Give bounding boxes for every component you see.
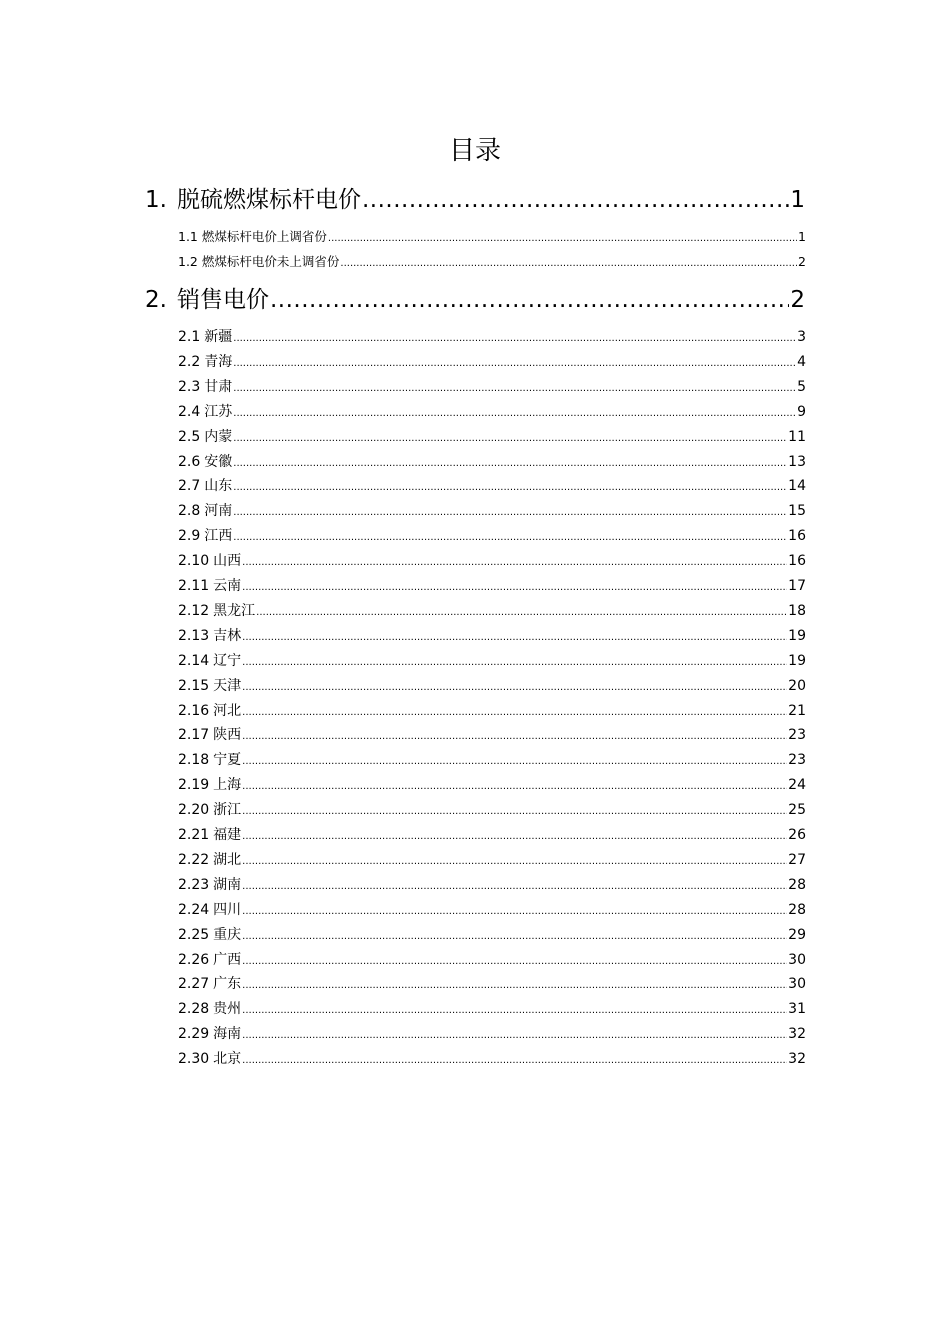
toc-entry-2-27[interactable] bbox=[178, 975, 806, 995]
toc-entry-number: 2.3 bbox=[178, 378, 201, 395]
toc-entry-page: 26 bbox=[788, 827, 806, 843]
toc-entry-number: 2.6 bbox=[178, 453, 201, 470]
toc-entry-label: 四川 bbox=[213, 901, 242, 918]
toc-entry-2-3[interactable] bbox=[178, 378, 806, 398]
toc-entry-label: 脱硫燃煤标杆电价 bbox=[176, 187, 361, 213]
toc-entry-number: 2.28 bbox=[178, 1001, 210, 1018]
toc-title: 目录 bbox=[448, 136, 501, 166]
dot-leader bbox=[242, 679, 787, 697]
toc-entry-page: 30 bbox=[788, 951, 806, 968]
toc-entry-number: 2.1 bbox=[178, 329, 201, 345]
toc-entry-number: 2.18 bbox=[178, 752, 210, 769]
dot-leader bbox=[256, 604, 787, 622]
toc-entry-2-10[interactable] bbox=[178, 552, 806, 572]
dot-leader bbox=[233, 355, 796, 373]
toc-entry-number: 2.10 bbox=[178, 553, 210, 570]
dot-leader bbox=[233, 430, 787, 448]
toc-entry-page: 25 bbox=[788, 802, 806, 819]
toc-entry-label: 青海 bbox=[204, 353, 233, 370]
toc-entry-label: 福建 bbox=[213, 827, 242, 843]
toc-entry-number: 2.23 bbox=[178, 876, 210, 893]
toc-entry-label: 湖南 bbox=[213, 876, 242, 893]
toc-entry-page: 23 bbox=[788, 752, 806, 769]
toc-entry-label: 吉林 bbox=[213, 627, 242, 644]
dot-leader bbox=[242, 928, 787, 946]
toc-entry-page: 3 bbox=[797, 329, 806, 345]
dot-leader bbox=[233, 380, 796, 398]
dot-leader bbox=[340, 255, 797, 273]
toc-entry-label: 海南 bbox=[213, 1026, 242, 1043]
toc-entry-2-24[interactable] bbox=[178, 901, 806, 921]
dot-leader bbox=[328, 230, 797, 248]
toc-entry-label: 宁夏 bbox=[213, 752, 242, 769]
toc-entry-page: 2 bbox=[798, 254, 806, 269]
toc-entry-label: 广东 bbox=[213, 976, 242, 993]
toc-entry-number: 2.16 bbox=[178, 702, 210, 719]
toc-entry-number: 2.21 bbox=[178, 827, 210, 843]
toc-entry-2-21[interactable] bbox=[178, 826, 806, 846]
dot-leader bbox=[270, 285, 789, 315]
dot-leader bbox=[233, 504, 787, 522]
toc-entry-number: 2.5 bbox=[178, 428, 201, 445]
toc-entry-2-18[interactable] bbox=[178, 751, 806, 771]
toc-entry-page: 17 bbox=[788, 578, 806, 594]
toc-entry-number: 2.15 bbox=[178, 677, 210, 694]
toc-entry-number: 2.25 bbox=[178, 926, 210, 943]
toc-entry-2-30[interactable] bbox=[178, 1050, 806, 1070]
toc-entry-label: 燃煤标杆电价未上调省份 bbox=[201, 254, 340, 269]
toc-entry-page: 19 bbox=[788, 652, 806, 669]
toc-entry-2-23[interactable] bbox=[178, 876, 806, 896]
toc-entry-label: 甘肃 bbox=[204, 378, 233, 395]
toc-entry-number: 2.29 bbox=[178, 1026, 210, 1043]
toc-entry-2-12[interactable] bbox=[178, 602, 806, 622]
toc-entry-number: 2.30 bbox=[178, 1051, 210, 1068]
dot-leader bbox=[242, 704, 787, 722]
dot-leader bbox=[242, 903, 787, 921]
toc-entry-label: 内蒙 bbox=[204, 428, 233, 445]
toc-entry-2-15[interactable] bbox=[178, 677, 806, 697]
toc-entry-label: 辽宁 bbox=[213, 652, 242, 669]
toc-entry-number: 2. bbox=[145, 287, 167, 313]
dot-leader bbox=[242, 753, 787, 771]
toc-entry-page: 20 bbox=[788, 677, 806, 694]
dot-leader bbox=[233, 405, 796, 423]
toc-entry-number: 2.22 bbox=[178, 851, 210, 868]
toc-entry-2-20[interactable] bbox=[178, 801, 806, 821]
toc-entry-2-22[interactable] bbox=[178, 851, 806, 871]
toc-entry-number: 2.11 bbox=[178, 578, 210, 594]
dot-leader bbox=[242, 1052, 787, 1070]
toc-entry-2-8[interactable] bbox=[178, 502, 806, 522]
dot-leader bbox=[233, 330, 796, 348]
toc-entry-number: 2.27 bbox=[178, 976, 210, 993]
toc-entry-2-28[interactable] bbox=[178, 1000, 806, 1020]
dot-leader bbox=[242, 953, 787, 971]
toc-entry-page: 1 bbox=[798, 229, 806, 244]
toc-entry-label: 浙江 bbox=[213, 802, 242, 819]
toc-entry-page: 9 bbox=[797, 403, 806, 420]
toc-entry-2-16[interactable] bbox=[178, 702, 806, 722]
toc-entry-2-13[interactable] bbox=[178, 627, 806, 647]
toc-entry-2[interactable] bbox=[145, 285, 805, 315]
toc-entry-label: 新疆 bbox=[204, 329, 233, 345]
dot-leader bbox=[242, 579, 787, 597]
toc-entry-number: 2.9 bbox=[178, 528, 201, 545]
toc-entry-2-19[interactable] bbox=[178, 776, 806, 796]
dot-leader bbox=[233, 479, 787, 497]
toc-entry-label: 黑龙江 bbox=[213, 602, 256, 619]
toc-entry-label: 湖北 bbox=[213, 851, 242, 868]
toc-entry-number: 2.20 bbox=[178, 802, 210, 819]
dot-leader bbox=[242, 778, 787, 796]
toc-entry-page: 5 bbox=[797, 378, 806, 395]
toc-entry-number: 1.1 bbox=[178, 229, 198, 244]
toc-entry-label: 燃煤标杆电价上调省份 bbox=[201, 229, 327, 244]
dot-leader bbox=[242, 629, 787, 647]
toc-entry-2-9[interactable] bbox=[178, 527, 806, 547]
toc-entry-number: 2.17 bbox=[178, 727, 210, 744]
toc-entry-page: 21 bbox=[788, 702, 806, 719]
toc-entry-number: 2.2 bbox=[178, 353, 201, 370]
toc-entry-2-26[interactable] bbox=[178, 951, 806, 971]
toc-entry-number: 2.7 bbox=[178, 478, 201, 495]
toc-entry-2-11[interactable] bbox=[178, 577, 806, 597]
toc-entry-page: 16 bbox=[788, 553, 806, 570]
toc-entry-label: 河北 bbox=[213, 702, 242, 719]
toc-entry-label: 山西 bbox=[213, 553, 242, 570]
toc-entry-number: 2.19 bbox=[178, 777, 210, 794]
toc-entry-page: 24 bbox=[788, 777, 806, 794]
toc-entry-2-14[interactable] bbox=[178, 652, 806, 672]
toc-entry-page: 29 bbox=[788, 926, 806, 943]
toc-entry-label: 销售电价 bbox=[176, 287, 269, 313]
dot-leader bbox=[233, 455, 787, 473]
toc-entry-1-2[interactable] bbox=[178, 253, 806, 273]
toc-entry-page: 28 bbox=[788, 876, 806, 893]
toc-entry-number: 1.2 bbox=[178, 254, 198, 269]
toc-entry-label: 广西 bbox=[213, 951, 242, 968]
toc-entry-2-6[interactable] bbox=[178, 453, 806, 473]
toc-entry-2-4[interactable] bbox=[178, 403, 806, 423]
toc-entry-2-1[interactable] bbox=[178, 328, 806, 348]
toc-entry-number: 2.26 bbox=[178, 951, 210, 968]
dot-leader bbox=[362, 185, 789, 215]
toc-entry-page: 1 bbox=[790, 187, 805, 213]
dot-leader bbox=[242, 554, 787, 572]
toc-entry-page: 28 bbox=[788, 901, 806, 918]
toc-entry-page: 16 bbox=[788, 528, 806, 545]
toc-entry-page: 14 bbox=[788, 478, 806, 495]
toc-entry-page: 19 bbox=[788, 627, 806, 644]
dot-leader bbox=[242, 803, 787, 821]
toc-entry-label: 天津 bbox=[213, 677, 242, 694]
toc-entry-2-5[interactable] bbox=[178, 428, 806, 448]
toc-entry-page: 30 bbox=[788, 976, 806, 993]
toc-entry-page: 15 bbox=[788, 503, 806, 520]
toc-entry-label: 山东 bbox=[204, 478, 233, 495]
toc-entry-label: 河南 bbox=[204, 503, 233, 520]
toc-entry-number: 2.4 bbox=[178, 403, 201, 420]
toc-entry-number: 2.24 bbox=[178, 901, 210, 918]
toc-entry-2-29[interactable] bbox=[178, 1025, 806, 1045]
dot-leader bbox=[242, 977, 787, 995]
dot-leader bbox=[242, 1027, 787, 1045]
toc-entry-number: 2.8 bbox=[178, 503, 201, 520]
toc-entry-label: 重庆 bbox=[213, 926, 242, 943]
toc-entry-page: 13 bbox=[788, 453, 806, 470]
toc-entry-page: 31 bbox=[788, 1001, 806, 1018]
toc-entry-number: 1. bbox=[145, 187, 167, 213]
dot-leader bbox=[242, 1002, 787, 1020]
toc-entry-1[interactable] bbox=[145, 185, 805, 215]
toc-entry-page: 2 bbox=[790, 287, 805, 313]
toc-entry-page: 4 bbox=[797, 353, 806, 370]
toc-entry-label: 陕西 bbox=[213, 727, 242, 744]
toc-entry-number: 2.12 bbox=[178, 602, 210, 619]
toc-entry-number: 2.14 bbox=[178, 652, 210, 669]
toc-entry-2-2[interactable] bbox=[178, 353, 806, 373]
toc-entry-number: 2.13 bbox=[178, 627, 210, 644]
toc-entry-page: 11 bbox=[788, 428, 806, 445]
toc-entry-label: 江苏 bbox=[204, 403, 233, 420]
toc-entry-page: 32 bbox=[788, 1026, 806, 1043]
toc-entry-page: 27 bbox=[788, 851, 806, 868]
dot-leader bbox=[242, 853, 787, 871]
dot-leader bbox=[233, 529, 787, 547]
toc-entry-2-17[interactable] bbox=[178, 726, 806, 746]
toc-entry-label: 安徽 bbox=[204, 453, 233, 470]
toc-entry-label: 云南 bbox=[213, 578, 242, 594]
toc-entry-2-25[interactable] bbox=[178, 926, 806, 946]
toc-entry-label: 江西 bbox=[204, 528, 233, 545]
dot-leader bbox=[242, 654, 787, 672]
dot-leader bbox=[242, 728, 787, 746]
toc-entry-label: 贵州 bbox=[213, 1001, 242, 1018]
toc-entry-page: 32 bbox=[788, 1051, 806, 1068]
toc-entry-page: 23 bbox=[788, 727, 806, 744]
toc-entry-1-1[interactable] bbox=[178, 228, 806, 248]
toc-entry-label: 北京 bbox=[213, 1051, 242, 1068]
toc-entry-2-7[interactable] bbox=[178, 477, 806, 497]
dot-leader bbox=[242, 878, 787, 896]
dot-leader bbox=[242, 828, 787, 846]
toc-entry-label: 上海 bbox=[213, 777, 242, 794]
toc-entry-page: 18 bbox=[788, 602, 806, 619]
